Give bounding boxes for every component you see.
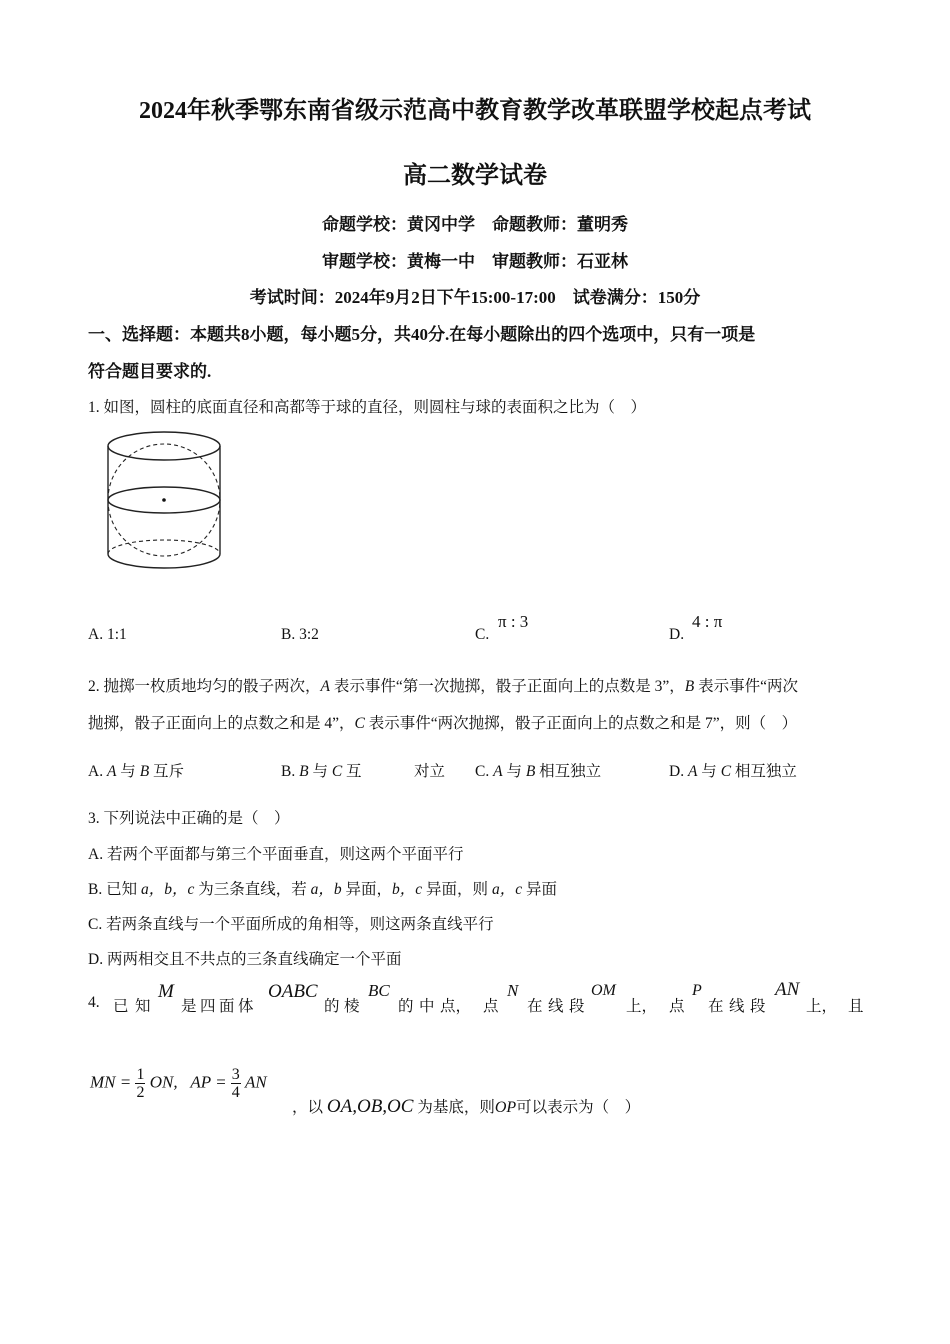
q4-word: 段 bbox=[569, 998, 585, 1015]
q3-option-d: D. 两两相交且不共点的三条直线确定一个平面 bbox=[88, 951, 402, 968]
q4-word: 点， bbox=[440, 998, 472, 1015]
cylinder-top-ellipse bbox=[108, 432, 220, 460]
proposer-line: 命题学校：黄冈中学 命题教师：董明秀 bbox=[322, 215, 628, 234]
question-1-stem: 1. 如图，圆柱的底面直径和高都等于球的直径，则圆柱与球的表面积之比为（ ） bbox=[88, 399, 647, 416]
q4-word: 体 bbox=[238, 998, 254, 1015]
q4-math-N: N bbox=[507, 981, 519, 1000]
sphere-lower-half bbox=[108, 500, 220, 556]
q4-word: 且 bbox=[848, 998, 864, 1015]
q3-option-b: B. 已知 a，b，c 为三条直线，若 a，b 异面，b，c 异面，则 a，c 异面 bbox=[88, 881, 557, 898]
q1-option-d-math: 4 : π bbox=[692, 612, 723, 631]
question-2-line1 bbox=[88, 674, 798, 696]
q1-option-b: B. 3:2 bbox=[281, 626, 319, 643]
q2-option-b: B. B 与 C 互 bbox=[281, 763, 362, 780]
q4-math-BC: BC bbox=[368, 981, 390, 1000]
q4-word: 在 bbox=[527, 998, 543, 1015]
q1-option-c-math: π : 3 bbox=[498, 612, 529, 631]
q1-option-a: A. 1:1 bbox=[88, 626, 127, 643]
q2-text: 2. 抛掷一枚质地均匀的骰子两次， bbox=[88, 678, 321, 695]
q1-option-c: C. bbox=[475, 626, 490, 643]
q4-math-M: M bbox=[158, 981, 174, 1002]
equator-front bbox=[108, 500, 220, 513]
q4-word: 点 bbox=[669, 998, 685, 1015]
sphere-upper-half bbox=[108, 444, 220, 500]
equator-back bbox=[108, 487, 220, 500]
sphere-center-dot bbox=[162, 498, 166, 502]
q2-var: A bbox=[320, 678, 330, 695]
q4-math-OM: OM bbox=[591, 982, 616, 999]
q2-text: 表示事件“两次 bbox=[694, 678, 798, 695]
q2-option-a: A. A 与 B 互斥 bbox=[88, 763, 185, 780]
q4-equation-line bbox=[90, 1066, 267, 1101]
q4-word: 是 bbox=[181, 998, 197, 1015]
exam-title: 2024年秋季鄂东南省级示范高中教育教学改革联盟学校起点考试 bbox=[139, 98, 811, 124]
q2-text: 抛掷，骰子正面向上的点数之和是 4”， bbox=[88, 715, 355, 732]
q2-option-d: D. A 与 C 相互独立 bbox=[669, 763, 797, 780]
q4-word: 线 bbox=[548, 998, 564, 1015]
q4-fraction-half: $\frac{1}{2}$ bbox=[136, 1066, 145, 1101]
q2-text: 表示事件“两次抛掷，骰子正面向上的点数之和是 7”，则（ ） bbox=[364, 715, 798, 732]
q4-word: 知 bbox=[135, 998, 151, 1015]
question-2-line2 bbox=[88, 711, 797, 733]
q4-eq-MN: MN = bbox=[90, 1072, 132, 1092]
cylinder-bottom-back bbox=[108, 540, 220, 554]
q4-word: 上， bbox=[626, 998, 658, 1015]
q4-math-OABC: OABC bbox=[268, 981, 318, 1002]
q4-math-AN: AN bbox=[775, 979, 800, 1000]
q2-var: C bbox=[354, 715, 365, 732]
q4-word: 线 bbox=[729, 998, 745, 1015]
question-4-line1: 4. bbox=[88, 994, 100, 1011]
q4-word: 中 bbox=[419, 998, 435, 1015]
q4-eq-AN: AN bbox=[245, 1072, 267, 1092]
reviewer-line: 审题学校：黄梅一中 审题教师：石亚林 bbox=[322, 252, 628, 271]
cylinder-sphere-figure bbox=[100, 426, 230, 576]
q4-word: 的 bbox=[398, 998, 414, 1015]
q4-word: 的 bbox=[324, 998, 340, 1015]
q4-word: 棱 bbox=[344, 998, 360, 1015]
q1-option-d: D. bbox=[669, 626, 685, 643]
q2-text: 表示事件“第一次抛掷，骰子正面向上的点数是 3”， bbox=[329, 678, 685, 695]
q2-option-b-gap: 对立 bbox=[414, 763, 446, 780]
exam-info-line: 考试时间：2024年9月2日下午15:00-17:00 试卷满分：150分 bbox=[249, 288, 701, 307]
q4-tail: ，以 OA,OB,OC 为基底，则OP可以表示为（ ） bbox=[292, 1096, 641, 1117]
q4-word: 四 bbox=[200, 998, 216, 1015]
q2-var: B bbox=[684, 678, 695, 695]
q4-eq-AP: AP = bbox=[190, 1072, 227, 1092]
q4-word: 已 bbox=[113, 998, 129, 1015]
q4-word: 点 bbox=[483, 998, 499, 1015]
exam-subtitle: 高二数学试卷 bbox=[403, 163, 547, 189]
section-heading-line1: 一、选择题：本题共8小题，每小题5分，共40分.在每小题除出的四个选项中，只有一项是 bbox=[88, 325, 756, 344]
q2-option-c: C. A 与 B 相互独立 bbox=[475, 763, 602, 780]
q4-math-P: P bbox=[692, 982, 702, 999]
q3-option-c: C. 若两条直线与一个平面所成的角相等，则这两条直线平行 bbox=[88, 916, 494, 933]
q3-option-a: A. 若两个平面都与第三个平面垂直，则这两个平面平行 bbox=[88, 846, 464, 863]
q4-word: 在 bbox=[708, 998, 724, 1015]
section-heading-line2: 符合题目要求的. bbox=[88, 362, 212, 381]
q4-basis: OA,OB,OC bbox=[326, 1096, 414, 1117]
q4-word: 面 bbox=[219, 998, 235, 1015]
q4-word: 上， bbox=[806, 998, 838, 1015]
q4-math-OP: OP bbox=[494, 1099, 517, 1116]
question-3-stem: 3. 下列说法中正确的是（ ） bbox=[88, 810, 290, 827]
q4-fraction-three-quarters: $\frac{3}{4}$ bbox=[231, 1066, 240, 1101]
q4-word: 段 bbox=[750, 998, 766, 1015]
q4-eq-ON: ON, bbox=[149, 1072, 178, 1092]
